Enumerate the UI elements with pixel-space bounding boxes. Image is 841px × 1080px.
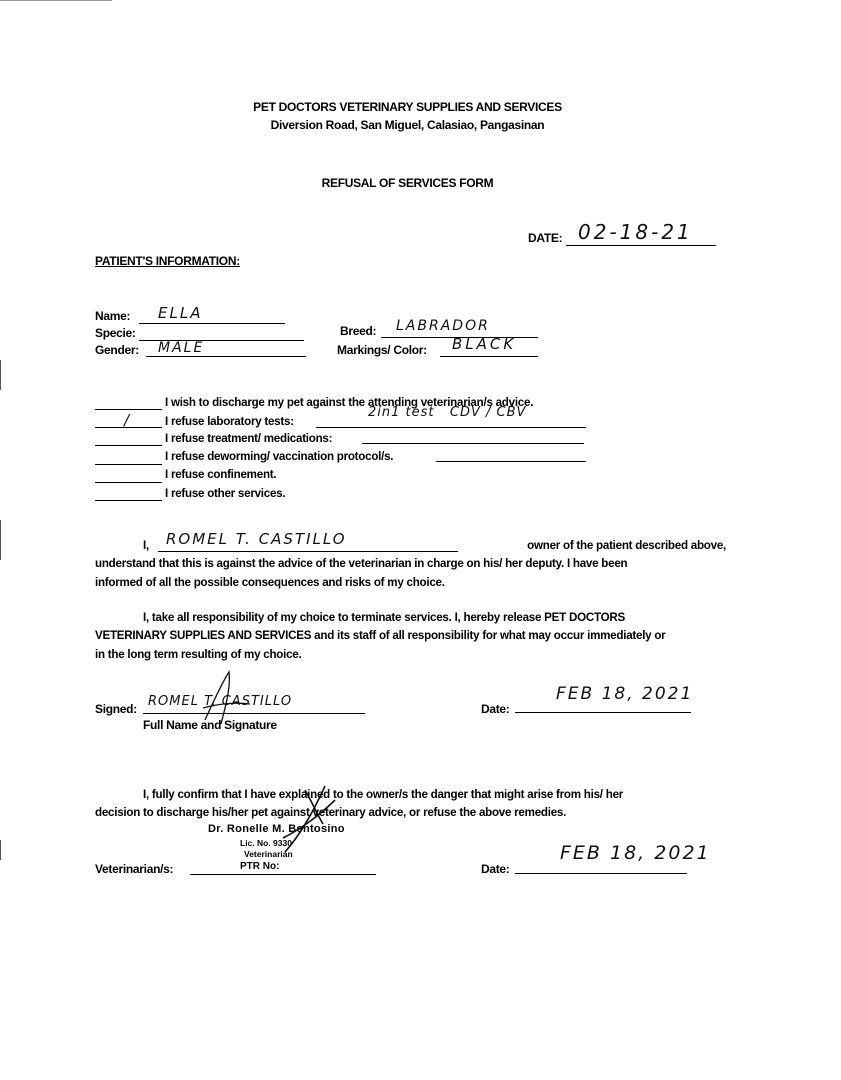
option-text: I refuse confinement. (165, 468, 277, 481)
vet-signature-scribble (265, 778, 355, 858)
vet-date-label: Date: (481, 862, 510, 876)
company-address: Diversion Road, San Miguel, Calasiao, Pangasinan (270, 118, 545, 132)
breed-value[interactable]: LABRADOR (396, 318, 490, 334)
owner-prefix: I, (143, 539, 149, 552)
option-note[interactable]: 2in1 test CDV / CBV (368, 405, 527, 420)
option-text: I refuse other services. (165, 487, 286, 500)
signature-caption: Full Name and Signature (143, 718, 277, 732)
signed-label: Signed: (95, 702, 137, 716)
markings-line (440, 356, 538, 357)
vet-stamp-license: Lic. No. 9330 (240, 838, 292, 848)
release-statement-line1: I, take all responsibility of my choice to terminate services. I, hereby release PET DOCTORS (143, 611, 625, 624)
vet-signature-line (190, 874, 376, 875)
company-name: PET DOCTORS VETERINARY SUPPLIES AND SERVICES (253, 100, 562, 114)
name-value[interactable]: ELLA (158, 304, 203, 322)
scan-edge-artifact (0, 0, 112, 1)
scan-margin-mark (0, 360, 1, 390)
release-statement-line3: in the long term resulting of my choice. (95, 648, 302, 661)
vet-stamp-ptr: PTR No: (240, 861, 280, 872)
gender-value[interactable]: MALE (158, 340, 205, 356)
vet-statement-line1: I, fully confirm that I have explained to the owner/s the danger that might arise from his/ her (143, 788, 624, 801)
option-detail-line (362, 443, 584, 444)
vet-date-line (515, 873, 687, 874)
veterinarian-label: Veterinarian/s: (95, 862, 174, 876)
breed-label: Breed: (340, 324, 377, 338)
patient-info-heading: PATIENT'S INFORMATION: (95, 254, 240, 268)
owner-date-line (515, 712, 691, 713)
option-blank[interactable] (95, 445, 162, 446)
option-blank[interactable] (95, 409, 162, 410)
vet-date-value[interactable]: FEB 18, 2021 (560, 842, 711, 864)
option-blank[interactable] (95, 482, 162, 483)
option-detail-line (316, 427, 586, 428)
specie-label: Specie: (95, 326, 136, 340)
markings-value[interactable]: BLACK (452, 335, 517, 353)
date-value[interactable]: 02-18-21 (578, 220, 693, 244)
date-label: DATE: (528, 231, 563, 245)
gender-label: Gender: (95, 343, 139, 357)
option-text: I refuse deworming/ vaccination protocol/s. (165, 450, 394, 463)
vet-stamp-role: Veterinarian (244, 849, 293, 859)
scan-margin-mark (0, 520, 1, 560)
option-text: I refuse treatment/ medications: (165, 432, 333, 445)
owner-signature-value[interactable]: ROMEL T. CASTILLO (148, 694, 293, 709)
release-statement-line2: VETERINARY SUPPLIES AND SERVICES and its staff of all responsibility for what may occur immediately or (95, 629, 666, 642)
owner-name-line (158, 551, 458, 552)
owner-date-label: Date: (481, 702, 510, 716)
option-blank[interactable] (95, 500, 162, 501)
option-check-mark: / (124, 411, 130, 429)
option-text: I wish to discharge my pet against the attending veterinarian/s advice. (165, 396, 534, 409)
scan-margin-mark (0, 840, 1, 860)
gender-line (146, 356, 306, 357)
vet-statement-line2: decision to discharge his/her pet against veterinary advice, or refuse the above remedies. (95, 806, 567, 819)
markings-label: Markings/ Color: (337, 343, 427, 357)
vet-stamp-name: Dr. Ronelle M. Bentosino (208, 823, 345, 835)
owner-date-value[interactable]: FEB 18, 2021 (556, 684, 694, 704)
option-blank[interactable] (95, 464, 162, 465)
owner-statement-line1: owner of the patient described above, (527, 539, 726, 552)
form-title: REFUSAL OF SERVICES FORM (321, 176, 494, 190)
name-line (139, 323, 285, 324)
owner-statement-line3: informed of all the possible consequences and risks of my choice. (95, 576, 445, 589)
name-label: Name: (95, 309, 131, 323)
option-detail-line (436, 461, 586, 462)
option-text: I refuse laboratory tests: (165, 415, 294, 428)
owner-statement-line2: understand that this is against the advice of the veterinarian in charge on his/ her deputy. I have been (95, 557, 628, 570)
date-line (566, 245, 716, 246)
owner-name-value[interactable]: ROMEL T. CASTILLO (166, 530, 347, 548)
